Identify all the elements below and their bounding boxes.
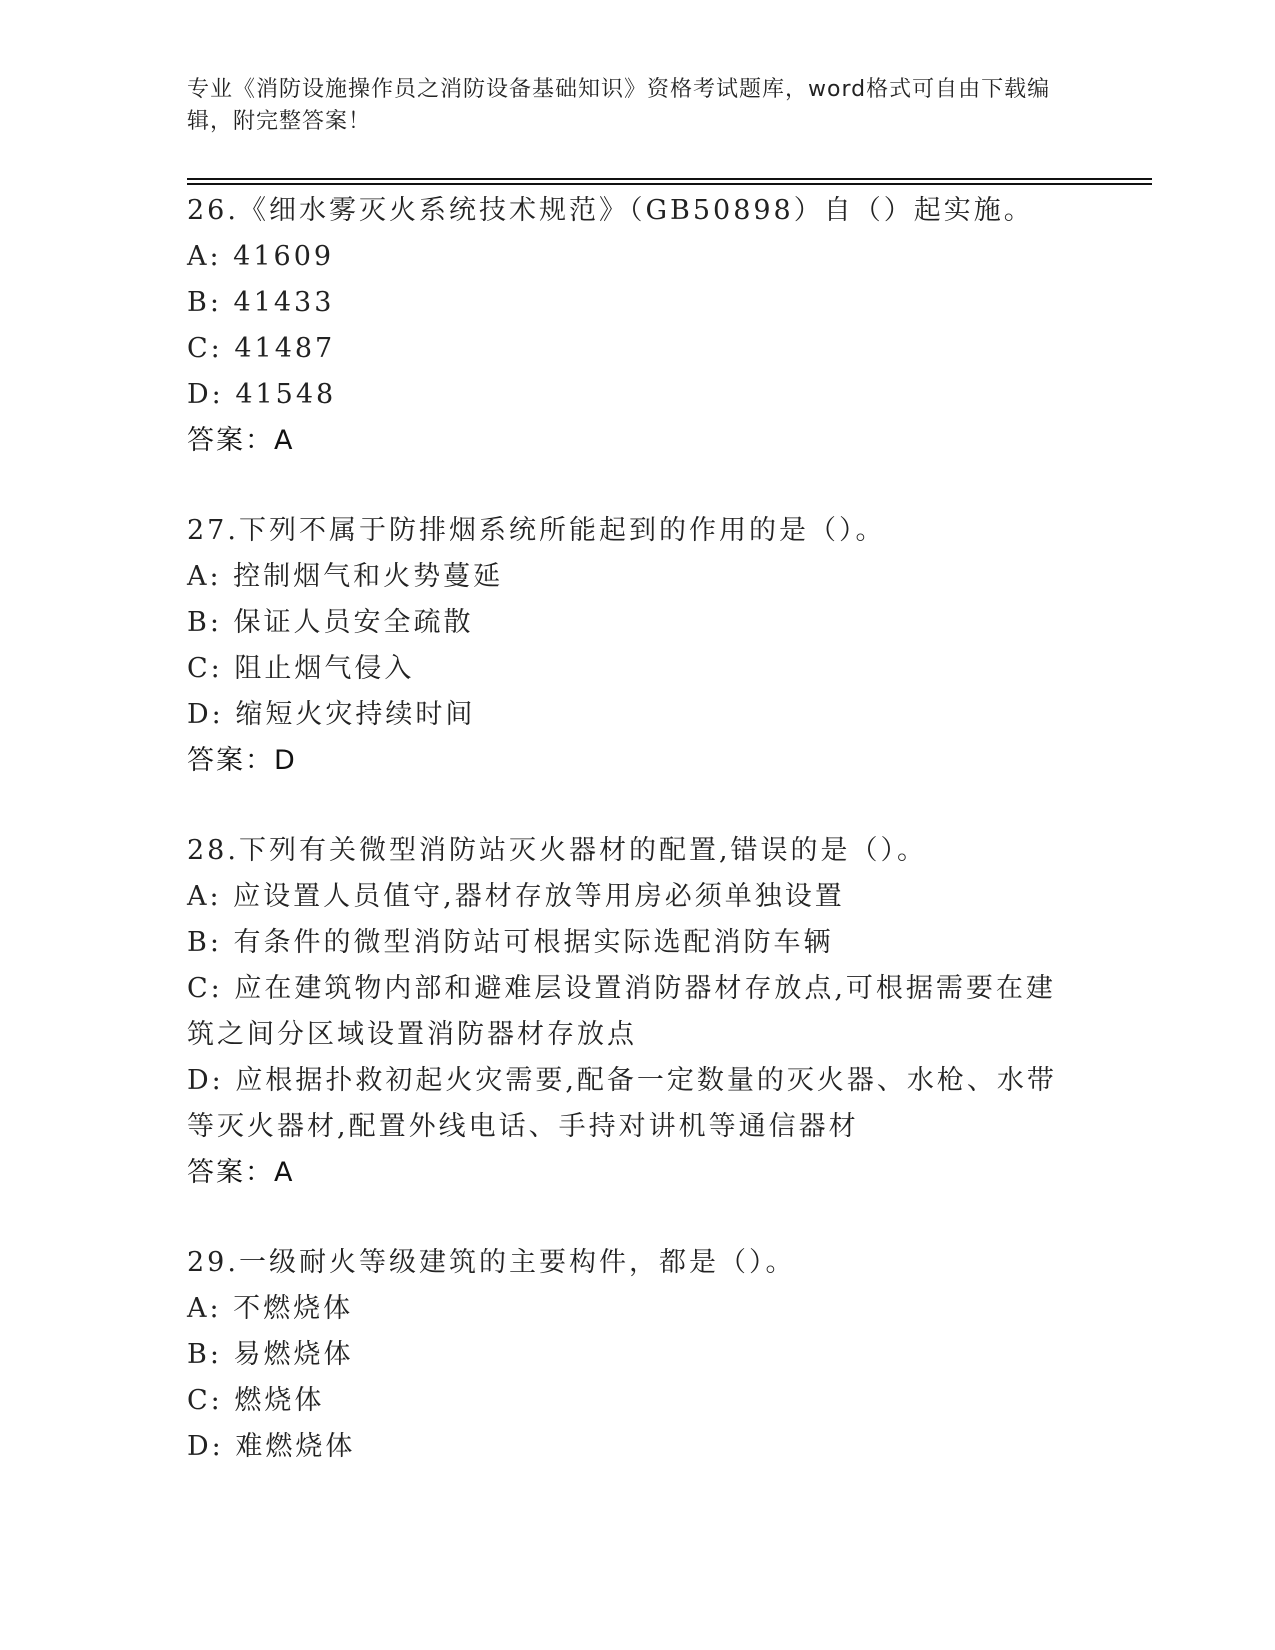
- option-c: C: 应在建筑物内部和避难层设置消防器材存放点,可根据需要在建筑之间分区域设置消防器材存放点: [187, 973, 1056, 1050]
- option-a: A: 应设置人员值守,器材存放等用房必须单独设置: [187, 881, 845, 912]
- option-c: C: 阻止烟气侵入: [187, 653, 415, 684]
- option-b: B: 有条件的微型消防站可根据实际选配消防车辆: [187, 927, 834, 958]
- option-d: D: 41548: [187, 379, 337, 410]
- question-27: [187, 508, 1067, 784]
- option-c: C: 41487: [187, 333, 336, 364]
- question-stem: 29.一级耐火等级建筑的主要构件，都是（）。: [187, 1247, 796, 1278]
- option-d: D: 应根据扑救初起火灾需要,配备一定数量的灭火器、水枪、水带等灭火器材,配置外线电话、手持对讲机等通信器材: [187, 1065, 1057, 1142]
- answer-line: 答案：D: [187, 745, 297, 776]
- option-d: D: 缩短火灾持续时间: [187, 699, 476, 730]
- question-26: [187, 188, 1067, 464]
- answer-line: 答案：A: [187, 1157, 295, 1188]
- option-b: B: 易燃烧体: [187, 1339, 354, 1370]
- option-b: B: 保证人员安全疏散: [187, 607, 474, 638]
- option-b: B: 41433: [187, 287, 335, 318]
- option-a: A: 41609: [187, 241, 335, 272]
- header-divider-bottom: [187, 183, 1152, 185]
- answer-line: 答案：A: [187, 425, 295, 456]
- option-a: A: 控制烟气和火势蔓延: [187, 561, 504, 592]
- question-28: [187, 828, 1067, 1196]
- option-a: A: 不燃烧体: [187, 1293, 354, 1324]
- document-header: 专业《消防设施操作员之消防设备基础知识》资格考试题库，word格式可自由下载编辑，附完整答案！: [187, 77, 1051, 134]
- question-stem: 28.下列有关微型消防站灭火器材的配置,错误的是（）。: [187, 835, 928, 866]
- option-c: C: 燃烧体: [187, 1385, 325, 1416]
- header-divider-top: [187, 178, 1152, 180]
- question-29: [187, 1240, 1067, 1470]
- option-d: D: 难燃烧体: [187, 1431, 356, 1462]
- question-stem: 26.《细水雾灭火系统技术规范》（GB50898）自（）起实施。: [187, 195, 1034, 226]
- question-stem: 27.下列不属于防排烟系统所能起到的作用的是（）。: [187, 515, 886, 546]
